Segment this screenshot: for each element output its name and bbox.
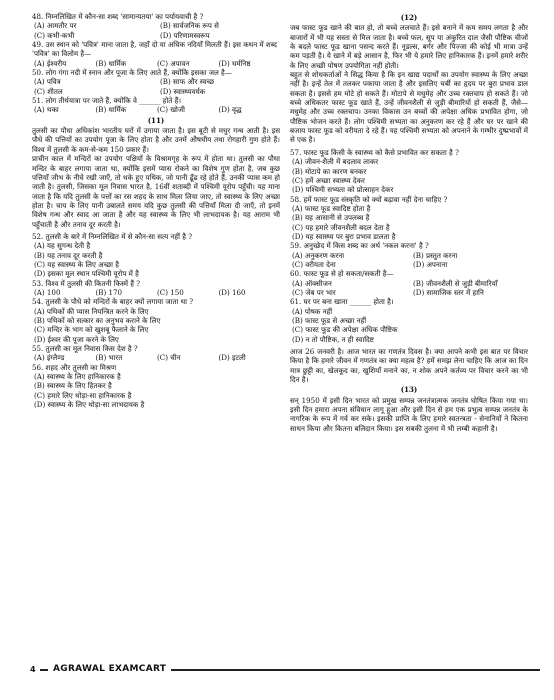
options-54	[32, 307, 280, 344]
options-57	[290, 157, 528, 194]
page-number: 4	[30, 665, 40, 674]
option[interactable]: (B) पथिकों को सत्कार का अनुभव कराने के लिए	[34, 316, 161, 325]
options-50	[32, 77, 280, 96]
options-56	[32, 372, 280, 409]
question-stem: 55. तुलसी का मूल निवास किस देश है ?	[32, 344, 138, 354]
option[interactable]: (D) पश्चिमी सभ्यता को प्रोत्साहन देकर	[292, 185, 394, 195]
left-column	[32, 12, 280, 409]
passage-11: तुलसी का पौधा अधिकांश भारतीय घरों में उगाया जाता है। इस बूटी से मधुर गन्ध आती है। इस पौधे की पत्तियों का उपयोग पूजा के लिए होता है और उनमें औषधीय तथा रोगहारी गुण होते हैं। विश्व में तुलसी के कम-से-कम 150 प्रकार हैं।	[32, 126, 280, 154]
option[interactable]: (D) धर्मनिष्ठ	[218, 58, 251, 68]
section-number: (12)	[400, 13, 418, 22]
question-60	[290, 269, 528, 278]
option[interactable]: (C) मन्दिर के भाग को खुशबू फैलाने के लिए	[34, 325, 149, 335]
passage-13-intro: आज 26 जनवरी है। आज भारत का गणतंत्र दिवस है। क्या आपने कभी इस बात पर विचार किया है कि हमारे जीवन में गणतंत्र का क्या महत्व है? हमें समझ लेना चाहिए कि आज का दिन मात्र छुट्टी का, खेलकूद का, खुशियाँ मनाने का, न शोक अपने कर्तव्य पर विचार करने का भी दिन है।	[290, 347, 528, 385]
option[interactable]: (D) स्वास्थ्य के लिए थोड़ा-सा लाभदायक है	[34, 400, 145, 410]
question-stem: 52. तुलसी के बारे में निम्नलिखित में से कौन-सा सत्य नहीं है ?	[32, 231, 193, 241]
section-number: (11)	[147, 115, 165, 125]
right-column	[290, 12, 528, 433]
option[interactable]: (C) हमें अच्छा स्वास्थ्य देकर	[292, 175, 365, 185]
options-55	[32, 353, 280, 362]
options-60	[290, 279, 528, 298]
option[interactable]: (D) ईश्वर की पूजा करने के लिए	[34, 334, 119, 344]
question-51	[32, 96, 280, 105]
question-stem: 48. निम्नलिखित में कौन-सा शब्द 'सामान्यतया' का पर्यायवाची है ?	[32, 12, 204, 21]
option[interactable]: (B) सार्वजनिक रूप से	[160, 21, 219, 31]
question-stem: 59. अनुच्छेद में किस शब्द का अर्थ 'नकल करना' है ?	[290, 241, 429, 251]
question-52	[32, 232, 280, 241]
question-57	[290, 148, 528, 157]
section-number: (13)	[400, 385, 418, 395]
option[interactable]: (C) खोजी	[157, 105, 185, 115]
option[interactable]: (D) परिणामस्वरूप	[160, 30, 210, 40]
option[interactable]: (C) वरीयता देना	[292, 259, 336, 269]
option[interactable]: (C) चीन	[157, 353, 181, 363]
passage-12-continued: बहुत से शोधकर्ताओं ने सिद्ध किया है कि इन खाद्य पदार्थों का उपयोग स्वास्थ्य के लिए अच्छा नहीं है। इन्हें तेल में तलकर पकाया जाता है और इसलिए चर्बी का हृदय पर बुरा प्रभाव डाल सकता है। इससे हम मोटे हो सकते हैं। मोटापे से मधुमेह और उच्च रक्तचाप हो सकते हैं। जो बच्चे अधिकतर फास्ट फूड खाते हैं, उन्हें जीवनशैली से जुड़ी बीमारियों हो सकती हैं, जैसे—मधुमेह और उच्च रक्तचाप। उनका विकास उन बच्चों की अपेक्षा अधिक प्रभावित होगा, जो पौष्टिक भोजन करते हैं। लोग पश्चिमी सभ्यता का अनुकरण कर रहे हैं और घर पर खाने की बजाय फास्ट फूड को वरीयता दे रहे हैं। यह पश्चिमी सभ्यता को अपनाने के गम्भीर दुष्प्रभावों में से एक है।	[290, 70, 528, 145]
options-52	[32, 241, 280, 278]
option[interactable]: (C) 150	[157, 287, 184, 297]
option[interactable]: (C) फास्ट फूड की अपेक्षा अधिक पौष्टिक	[292, 325, 398, 335]
options-53	[32, 288, 280, 297]
option[interactable]: (A) 100	[34, 287, 61, 297]
option[interactable]: (D) यह स्वास्थ्य पर बुरा प्रभाव डालता है	[292, 231, 396, 241]
option[interactable]: (B) प्रस्तुत करना	[413, 250, 458, 260]
option[interactable]: (D) सामाजिक स्तर में हानि	[413, 287, 484, 297]
option[interactable]: (D) इटली	[218, 353, 246, 363]
question-58	[290, 195, 528, 204]
option[interactable]: (A) ईश्वरीय	[34, 58, 67, 68]
options-58	[290, 204, 528, 241]
option[interactable]: (B) 170	[95, 287, 123, 297]
question-59	[290, 241, 528, 250]
question-stem: 51. लोग तीर्थयात्रा पर जाते हैं, क्योंकि वे ______ होते हैं।	[32, 96, 182, 106]
option[interactable]: (A) यह सुगन्ध देती है	[34, 241, 91, 251]
option[interactable]: (D) इसका मूल स्थान पश्चिमी यूरोप में है	[34, 269, 139, 279]
option[interactable]: (D) अपनाना	[413, 259, 448, 269]
option[interactable]: (C) हमारे लिए थोड़ा-सा हानिकारक है	[34, 390, 132, 400]
question-61	[290, 297, 528, 306]
option[interactable]: (C) यह हमारे जीवनशैली बदल देता है	[292, 222, 390, 232]
options-49	[32, 59, 280, 68]
options-51	[32, 105, 280, 114]
option[interactable]: (D) स्वास्थ्यवर्धक	[160, 86, 206, 96]
option[interactable]: (B) जीवनशैली से जुड़ी बीमारियाँ	[413, 278, 498, 288]
option[interactable]: (A) अनुकरण करना	[292, 250, 345, 260]
option[interactable]: (A) इंग्लैण्ड	[34, 353, 65, 363]
option[interactable]: (B) यह तनाव दूर करती है	[34, 250, 103, 260]
option[interactable]: (B) धार्मिक	[95, 58, 127, 68]
option[interactable]: (A) पवित्र	[34, 77, 61, 87]
option[interactable]: (B) फास्ट फूड से अच्छा नहीं	[292, 316, 367, 325]
option[interactable]: (C) अपावन	[157, 58, 190, 68]
option[interactable]: (A) आमतौर पर	[34, 21, 77, 31]
question-stem: 50. लोग गंगा नदी में स्नान और पूजा के लिए आते हैं, क्योंकि इसका जल है—	[32, 68, 232, 78]
option[interactable]: (A) थका	[34, 105, 59, 115]
option[interactable]: (D) न तो पौष्टिक, न ही स्वादिष्ट	[292, 334, 374, 344]
option[interactable]: (B) धार्मिक	[95, 105, 127, 115]
option[interactable]: (A) पथिकों की प्यास नियन्त्रित करने के लिए	[34, 306, 149, 316]
option[interactable]: (A) जीवन-शैली में बदलाव लाकर	[292, 157, 379, 167]
question-56	[32, 363, 280, 372]
question-stem: 57. फास्ट फूड किसी के स्वास्थ्य को कैसे प्रभावित कर सकता है ?	[290, 147, 459, 157]
passage-13: सन् 1950 में इसी दिन भारत को प्रमुख सम्पन्न जनतंत्रात्मक जनतंत्र घोषित किया गया था। इसी दिन हमारा अपना संविधान लागू हुआ और इसी दिन से हम एक प्रभुत्व सम्पन्न जनतंत्र के नागरिक के रूप में गर्व कर सके। इसकी प्राप्ति के लिए हमारे स्वतन्त्रता - सेनानियों ने कितना साधन किया और कितना बलिदान किया। इस सबकी तुलना में भी लम्बी कहानी है।	[290, 395, 528, 433]
question-stem: 60. फास्ट फूड से हो सकता/सकती है—	[290, 269, 394, 279]
question-49	[32, 40, 280, 59]
option[interactable]: (A) पोषक नहीं	[292, 306, 333, 316]
option[interactable]: (C) जेब पर भार	[292, 287, 336, 297]
option[interactable]: (B) साफ और स्वच्छ	[160, 77, 215, 87]
option[interactable]: (B) भारत	[95, 353, 123, 363]
page-footer	[0, 663, 554, 679]
question-stem: 58. हमें फास्ट फूड संस्कृति को क्यों बढ़ावा नहीं देना चाहिए ?	[290, 194, 448, 204]
option[interactable]: (B) स्वास्थ्य के लिए हितकर है	[34, 381, 112, 391]
question-55	[32, 344, 280, 353]
question-54	[32, 297, 280, 306]
option[interactable]: (C) यह स्वास्थ्य के लिए अच्छा है	[34, 259, 120, 269]
question-stem: 49. उस स्थान को 'पवित्र' माना जाता है, जहाँ दो या अधिक नदियाँ मिलती हैं। इस कथन में शब्द 'पवित्र' का विलोम है—	[32, 40, 277, 59]
option[interactable]: (C) कभी-कभी	[34, 30, 75, 40]
passage-11-continued: प्राचीन काल में मन्दिरों का उपयोग पक्षियों के विश्रामगृह के रूप में होता था। तुलसी का पौधा मन्दिर के बाहर लगाया जाता था, क्योंकि इसमें प्यास रोकने का विशेष गुण होता है, जब कुछ पत्तियाँ जीभ के नीचे रखी जाएँ, तो थके हुए पथिक, जो पानी ढूँढ रहे होते हैं, उनकी प्यास कम हो जाती है। तुलसी, जिसका मूल निवास भारत है, 16वीं शताब्दी में पश्चिमी यूरोप पहुँची। यह माना जाता है कि यदि तुलसी के पत्तों का रस शहद के साथ मिला लिया जाए, तो स्वास्थ्य के लिए अच्छा होता है। चाय के लिए पानी उबालते समय यदि कुछ तुलसी की पत्तियाँ मिला दी जाएँ, तो इनमें विशेष गन्ध और स्वाद आ जाता है और यह स्वास्थ्य के लिए भी लाभदायक है। यह आराम भी पहुँचाती है और तनाव दूर करती है।	[32, 154, 280, 229]
question-50	[32, 68, 280, 77]
question-stem: 54. तुलसी के पौधे को मन्दिरों के बाहर क्यों लगाया जाता था ?	[32, 297, 194, 307]
brand-logo: AGRAWAL EXAMCART	[48, 664, 171, 674]
option[interactable]: (C) शीतल	[34, 86, 63, 96]
option[interactable]: (A) स्वास्थ्य के लिए हानिकारक है	[34, 372, 121, 382]
passage-12: जब फास्ट फूड खाने की बात हो, तो बच्चे ललचाते हैं। इसे बनाने में कम समय लगता है और बाजारों में भी यह सस्ता से मिल जाता है। बच्चे फल, सूप या अंकुरित दाल जैसी पौष्टिक चीजों के बदले फास्ट फूड खाना पसन्द करते हैं। नूडल्स, बर्गर और पिज्जा की कोई भी मात्रा उन्हें कम पड़ती है। ये खाने में बड़े आसान है, फिर भी ये हमारे लिए हानिकारक हैं। इनमें हमारे शरीर के लिए अच्छी पोषण उपयोगिता नहीं होती।	[290, 23, 528, 70]
option[interactable]: (D) वृद्ध	[218, 105, 242, 115]
question-stem: 53. विश्व में तुलसी की कितनी किस्में हैं ?	[32, 278, 141, 288]
question-48	[32, 12, 280, 21]
question-stem: 61. घर पर बना खाना ______ होता है।	[290, 297, 394, 307]
option[interactable]: (B) मोटापे का कारण बनकर	[292, 166, 367, 176]
option[interactable]: (D) 160	[218, 287, 246, 297]
question-53	[32, 279, 280, 288]
option[interactable]: (A) ऑक्सीजन	[292, 278, 332, 288]
option[interactable]: (A) फास्ट फूड स्वादिष्ट होता है	[292, 203, 371, 213]
options-61	[290, 307, 528, 344]
options-48	[32, 21, 280, 40]
question-stem: 56. शहद और तुलसी का मिश्रण	[32, 362, 117, 372]
options-59	[290, 251, 528, 270]
option[interactable]: (B) यह आसानी से उपलब्ध है	[292, 213, 370, 223]
